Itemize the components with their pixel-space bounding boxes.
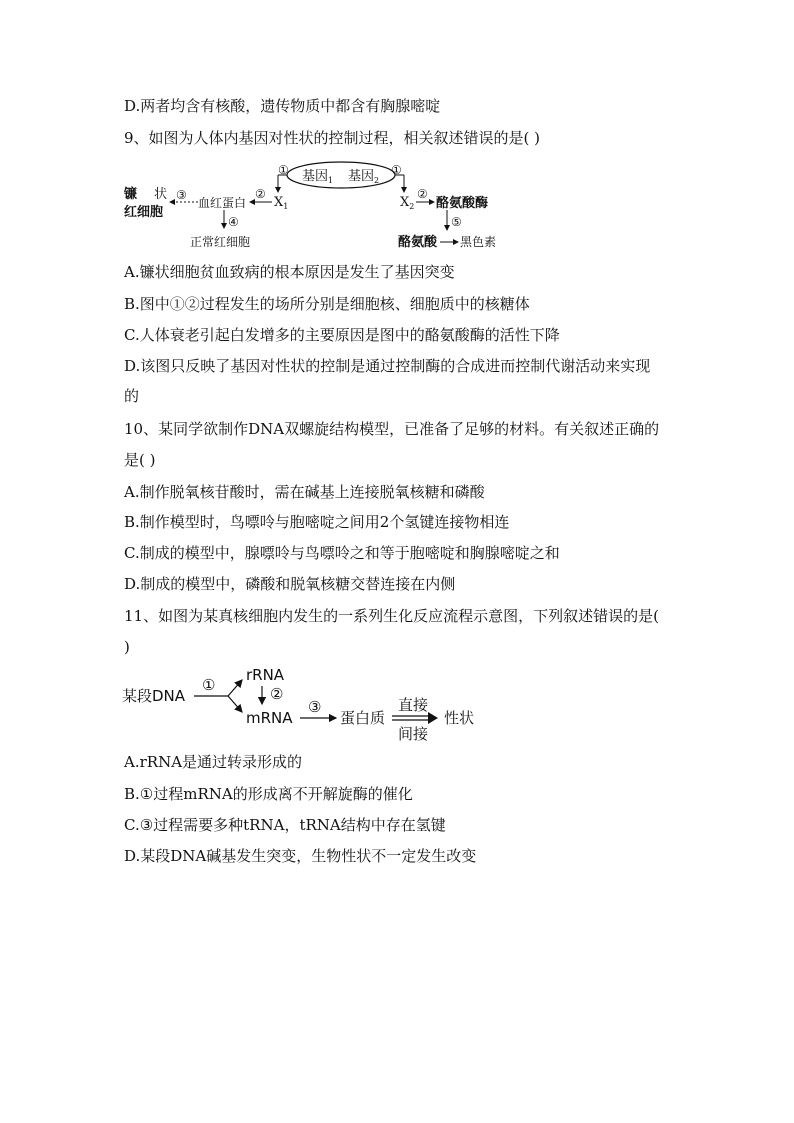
svg-text:X1: $X_1$ bbox=[274, 195, 289, 211]
fig9-step2-left: ② bbox=[255, 187, 266, 201]
q10-stem: 10、某同学欲制作DNA双螺旋结构模型，已准备了足够的材料。有关叙述正确的 bbox=[124, 420, 660, 438]
q10-option-a: A.制作脱氧核苷酸时，需在碱基上连接脱氧核糖和磷酸 bbox=[124, 483, 485, 501]
q10-stem-cont: 是( ) bbox=[124, 451, 156, 469]
x1-label: X bbox=[274, 195, 284, 210]
melanin-label: 黑色素 bbox=[460, 235, 497, 249]
q10-option-b: B.制作模型时，鸟嘌呤与胞嘧啶之间用2个氢键连接物相连 bbox=[124, 513, 510, 531]
normal-rbc-label: 正常红细胞 bbox=[190, 235, 251, 249]
svg-text:X2: $X_2$ bbox=[400, 195, 415, 211]
q9-option-d: D.该图只反映了基因对性状的控制是通过控制酶的合成进而控制代谢活动来实现 bbox=[124, 357, 651, 375]
tyrosine-label: 酪氨酸 bbox=[398, 235, 438, 250]
fig9-step4: ④ bbox=[228, 215, 239, 229]
rrna-label: rRNA bbox=[246, 666, 285, 684]
q9-option-c: C.人体衰老引起白发增多的主要原因是图中的酪氨酸酶的活性下降 bbox=[124, 326, 560, 344]
fig11-step3: ③ bbox=[308, 698, 322, 716]
direct-label: 直接 bbox=[398, 696, 429, 714]
fig11-step2: ② bbox=[270, 685, 284, 703]
q10-option-d: D.制成的模型中，磷酸和脱氧核糖交替连接在内侧 bbox=[124, 575, 456, 593]
dna-label: 某段DNA bbox=[122, 687, 186, 705]
sickle-label-c: 红细胞 bbox=[124, 205, 164, 220]
gene1-label: 基因 bbox=[302, 169, 329, 184]
q9-option-d-cont: 的 bbox=[124, 387, 140, 405]
indirect-label: 间接 bbox=[398, 725, 429, 743]
q11-figure bbox=[118, 660, 498, 744]
q11-option-c: C.③过程需要多种tRNA，tRNA结构中存在氢键 bbox=[124, 816, 446, 834]
sickle-label-a: 镰 bbox=[124, 187, 138, 202]
q11-option-a: A.rRNA是通过转录形成的 bbox=[124, 753, 303, 771]
q9-option-b: B.图中①②过程发生的场所分别是细胞核、细胞质中的核糖体 bbox=[124, 295, 530, 313]
q9-figure bbox=[118, 158, 538, 258]
q11-option-d: D.某段DNA碱基发生突变，生物性状不一定发生改变 bbox=[124, 847, 477, 865]
fig11-step1: ① bbox=[202, 676, 216, 694]
sickle-label-b: 状 bbox=[154, 187, 168, 202]
fig9-step5: ⑤ bbox=[451, 215, 462, 229]
q11-option-b: B.①过程mRNA的形成离不开解旋酶的催化 bbox=[124, 785, 413, 803]
fig9-step1-left: ① bbox=[278, 163, 289, 177]
tyrosinase-label: 酪氨酸酶 bbox=[436, 196, 489, 211]
q8-option-d: D.两者均含有核酸，遗传物质中都含有胸腺嘧啶 bbox=[124, 97, 441, 115]
mrna-label: mRNA bbox=[246, 709, 293, 727]
svg-text:基因2: 基因$_2$ bbox=[348, 169, 380, 185]
svg-text:基因1: 基因$_1$ bbox=[302, 169, 334, 185]
q10-option-c: C.制成的模型中，腺嘌呤与鸟嘌呤之和等于胞嘧啶和胸腺嘧啶之和 bbox=[124, 544, 560, 562]
hemoglobin-label: 血红蛋白 bbox=[198, 196, 247, 210]
protein-label: 蛋白质 bbox=[340, 709, 386, 727]
x2-label: X bbox=[400, 195, 410, 210]
q11-stem: 11、如图为某真核细胞内发生的一系列生化反应流程示意图，下列叙述错误的是( bbox=[124, 607, 659, 625]
fig9-step3: ③ bbox=[176, 188, 187, 202]
fig9-step2-right: ② bbox=[417, 187, 428, 201]
trait-label: 性状 bbox=[444, 709, 475, 727]
q9-option-a: A.镰状细胞贫血致病的根本原因是发生了基因突变 bbox=[124, 263, 455, 281]
fig9-step1-right: ① bbox=[391, 163, 402, 177]
q11-stem-cont: ) bbox=[124, 638, 130, 656]
q9-stem: 9、如图为人体内基因对性状的控制过程，相关叙述错误的是( ) bbox=[124, 129, 541, 147]
gene2-label: 基因 bbox=[348, 169, 375, 184]
